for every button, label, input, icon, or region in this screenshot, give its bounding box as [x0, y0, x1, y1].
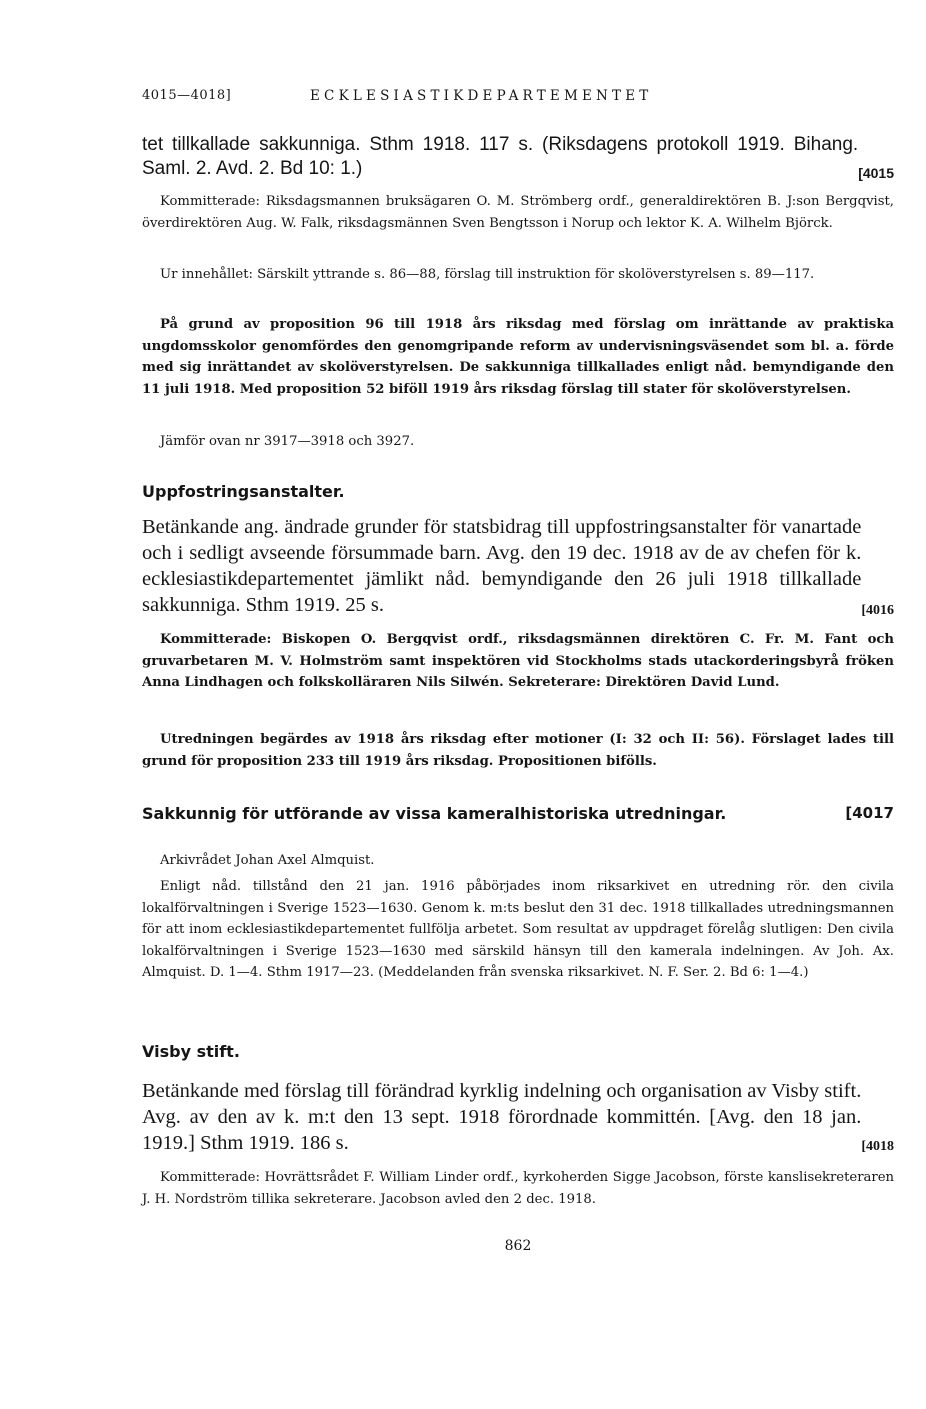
entry-number-4018: [4018 [861, 1139, 894, 1154]
entry-4018-committee: Kommitterade: Hovrättsrådet F. William Linder ordf., kyrkoherden Sigge Jacobson, förste kanslisekreteraren J. H. Nordström tillika sekreterare. Jacobson avled den 2 dec. 1918. [142, 1170, 894, 1207]
section-heading-uppfostringsanstalter: Uppfostringsanstalter. [142, 482, 345, 501]
section-heading-sakkunnig-text: Sakkunnig för utförande av vissa kameralhistoriska utredningar. [142, 804, 727, 823]
entry-4018-title [142, 1078, 894, 1160]
entry-4015-title-text: tet tillkallade sakkunniga. Sthm 1918. 117 s. (Riksdagens protokoll 1919. Bihang. Saml. 2. Avd. 2. Bd 10: 1.) [142, 134, 859, 179]
entry-4017-person: Arkivrådet Johan Axel Almquist. [160, 853, 375, 868]
section-heading-sakkunnig [142, 804, 894, 823]
running-head-title: ECKLESIASTIKDEPARTEMENTET [310, 88, 653, 104]
entry-4016-note: Utredningen begärdes av 1918 års riksdag efter motioner (I: 32 och II: 56). Förslaget lades till grund för proposition 233 till 1919 års riksdag. Propositionen bifölls. [142, 732, 894, 769]
running-head-range: 4015—4018] [142, 88, 232, 103]
entry-number-4015: [4015 [858, 165, 894, 181]
entry-number-4016: [4016 [861, 603, 894, 618]
entry-4015-committee: Kommitterade: Riksdagsmannen bruksägaren O. M. Strömberg ordf., generaldirektören B. J:son Bergqvist, överdirektören Aug. W. Falk, riksdagsmännen Sven Bengtsson i Norup och lektor K. A. Wilhelm Björck. [142, 194, 894, 231]
entry-4016-title [142, 514, 894, 624]
entry-4015-contents: Ur innehållet: Särskilt yttrande s. 86—88, förslag till instruktion för skolöverstyrelsen s. 89—117. [160, 267, 815, 282]
entry-4017-note: Enligt nåd. tillstånd den 21 jan. 1916 påbörjades inom riksarkivet en utredning rör. den civila lokalförvaltningen i Sverige 1523—1630. Genom k. m:ts beslut den 31 dec. 1918 tillkallades utredningsmannen för att inom ecklesiastikdepartementet fullfölja arbetet. Som resultat av uppdraget förelåg slutligen: Den civila lokalförvaltningen i Sverige 1523—1630 med särskild hänsyn till den kamerala indelningen. Av Joh. Ax. Almquist. D. 1—4. Sthm 1917—23. (Meddelanden från svenska riksarkivet. N. F. Ser. 2. Bd 6: 1—4.) [142, 879, 894, 980]
entry-4015-note: På grund av proposition 96 till 1918 års riksdag med förslag om inrättande av praktiska ungdomsskolor genomfördes den genomgripande reform av undervisningsväsendet som bl. a. förde med sig inrättandet av skolöverstyrelsen. De sakkunniga tillkallades enligt nåd. bemyndigande den 11 juli 1918. Med proposition 52 biföll 1919 års riksdag förslag till stater för skolöverstyrelsen. [142, 317, 894, 397]
section-heading-visby: Visby stift. [142, 1042, 240, 1061]
entry-4016-title-text: Betänkande ang. ändrade grunder för statsbidrag till uppfostringsanstalter för vanartade och i sedligt avseende försummade barn. Avg. den 19 dec. 1918 av de av chefen för k. ecklesiastikdepartementet jämlikt nåd. bemyndigande den 26 juli 1918 tillkallade sakkunniga. Sthm 1919. 25 s. [142, 516, 862, 616]
page-number: 862 [504, 1238, 532, 1254]
entry-4015-compare: Jämför ovan nr 3917—3918 och 3927. [160, 434, 415, 449]
entry-4018-title-text: Betänkande med förslag till förändrad kyrklig indelning och organisation av Visby stift. Avg. av den av k. m:t den 13 sept. 1918 förordnade kommittén. [Avg. den 18 jan. 1919.] Sthm 1919. 186 s. [142, 1080, 862, 1154]
entry-4015-title [142, 133, 894, 185]
entry-4016-committee: Kommitterade: Biskopen O. Bergqvist ordf., riksdagsmännen direktören C. Fr. M. Fant och gruvarbetaren M. V. Holmström samt inspektören vid Stockholms stads utackorderingsbyrå fröken Anna Lindhagen och folkskolläraren Nils Silwén. Sekreterare: Direktören David Lund. [142, 632, 894, 690]
entry-number-4017: [4017 [845, 804, 894, 822]
